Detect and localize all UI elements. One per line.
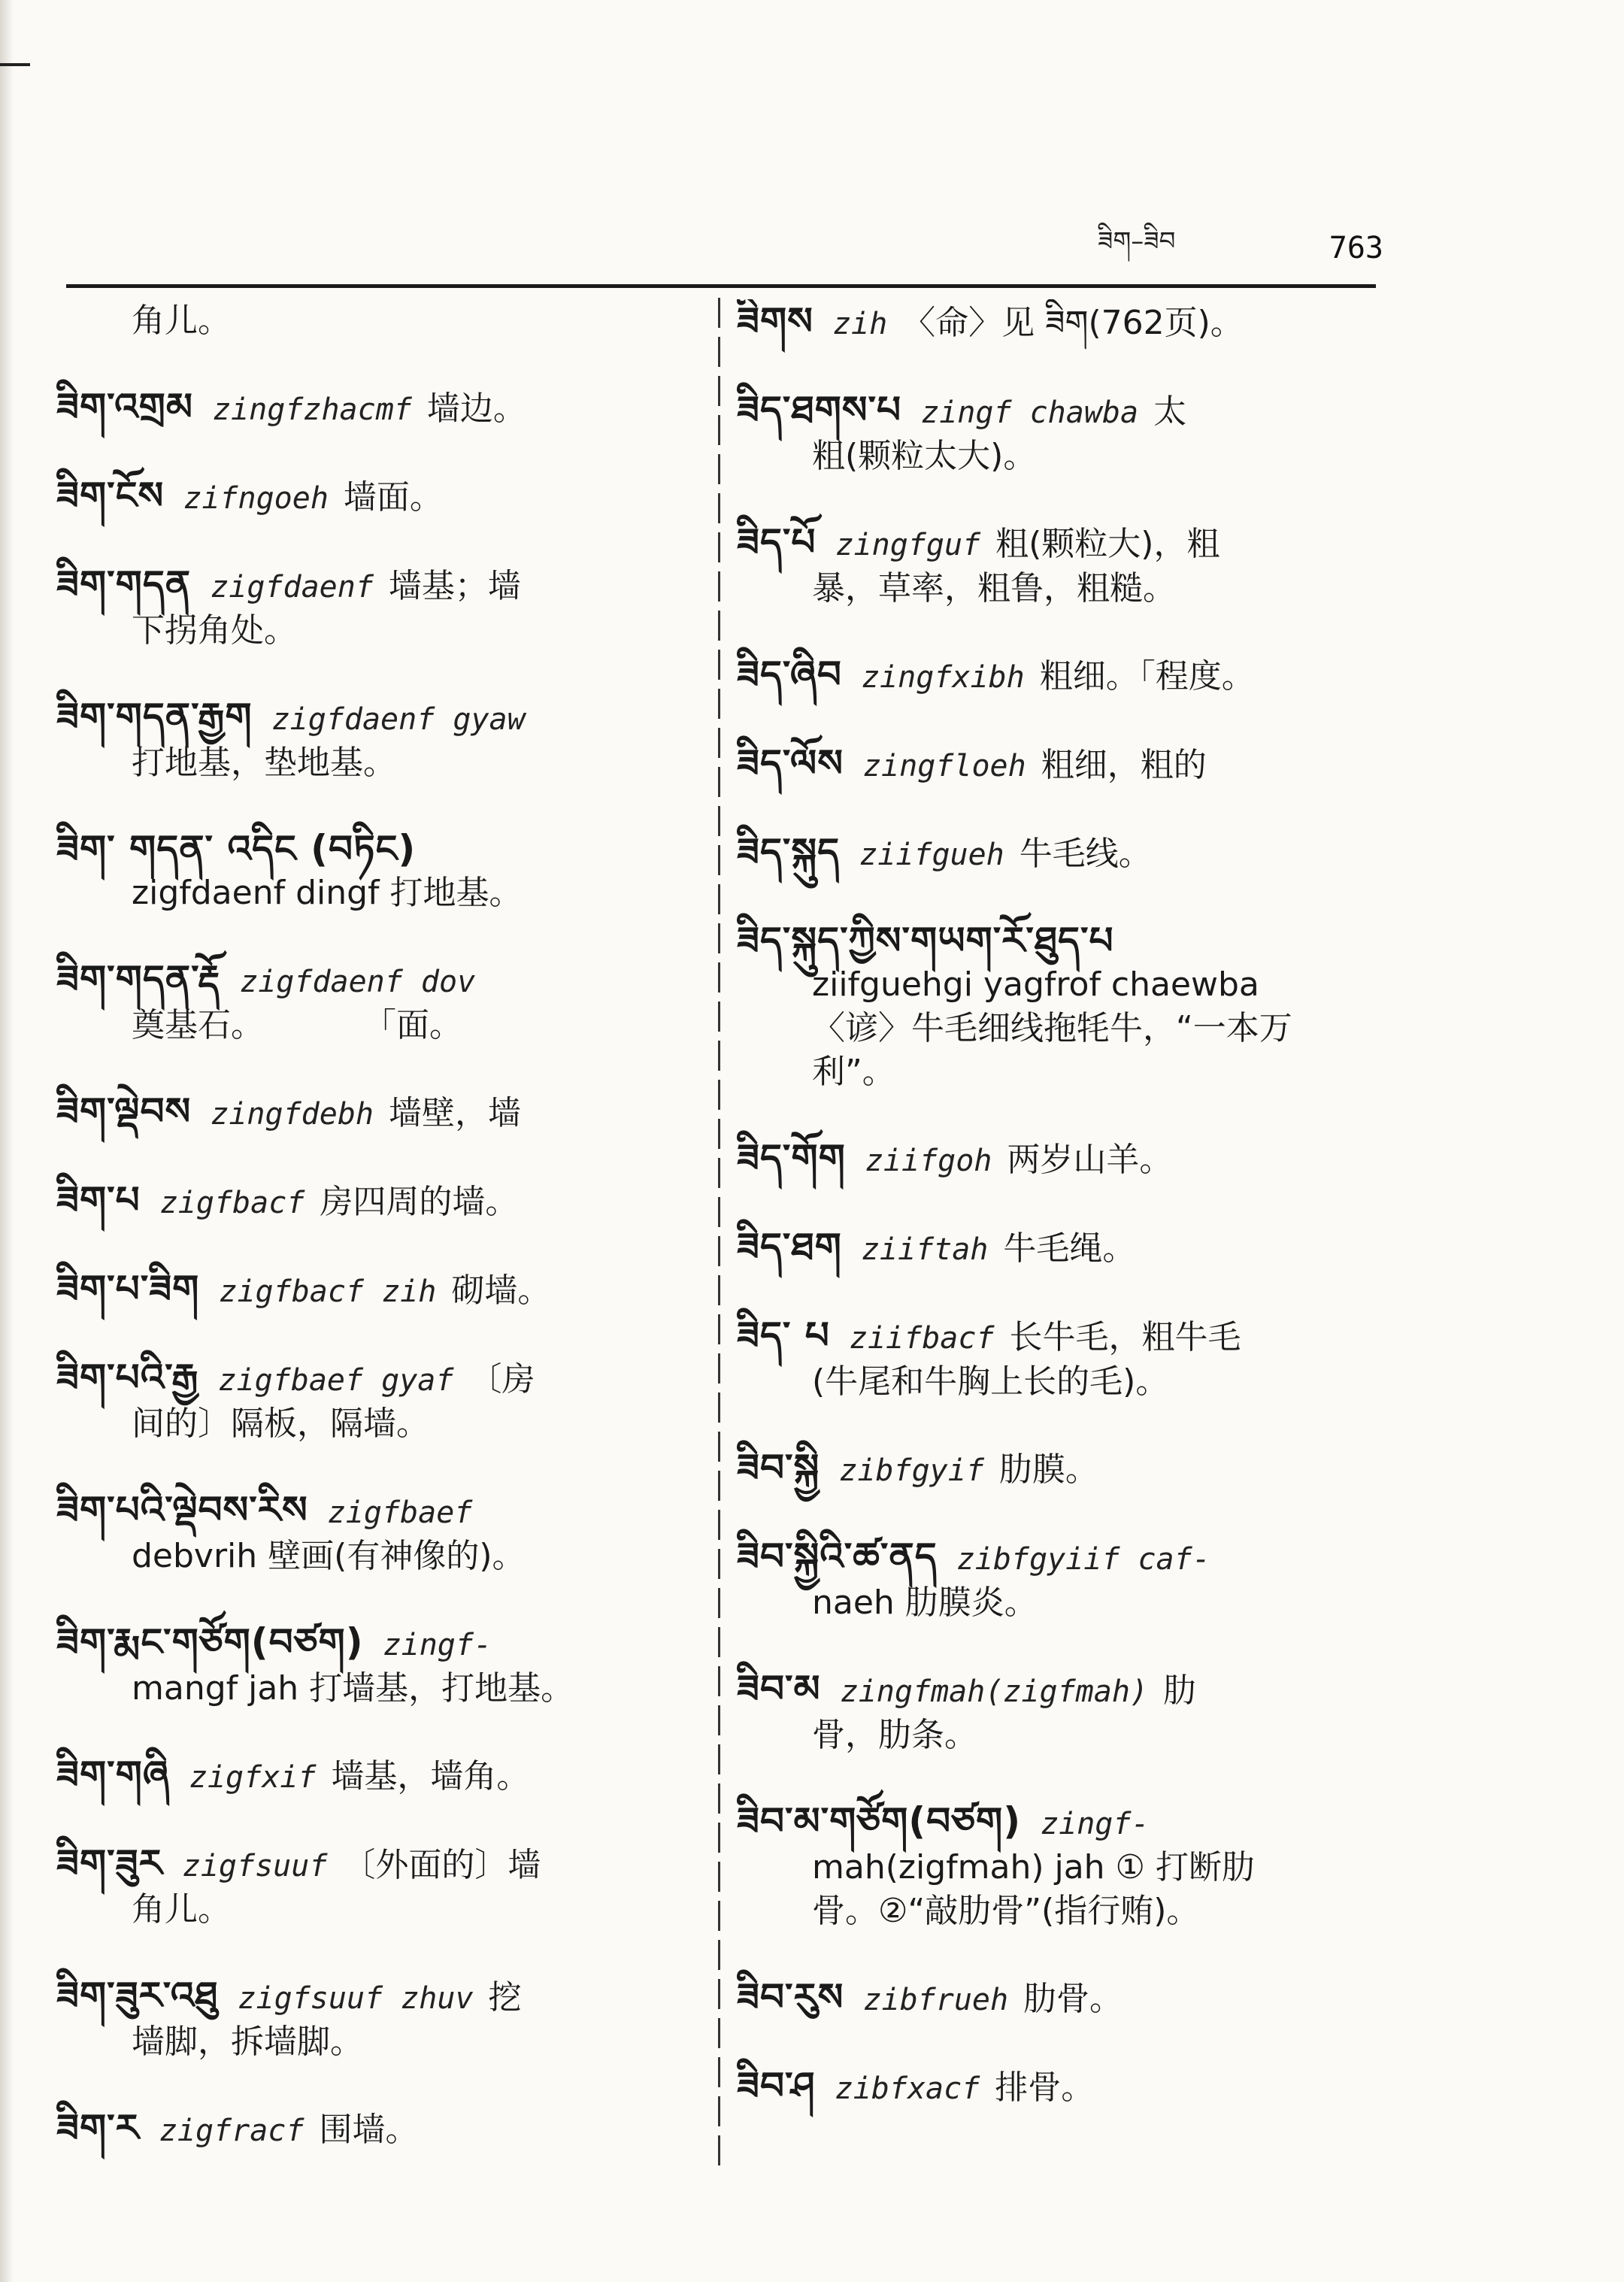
tibetan-headword: ཟིག་ལྡེབས: [56, 1089, 192, 1133]
tibetan-headword: ཟིད་པོ: [737, 520, 817, 564]
headword-line: [56, 385, 688, 432]
definition-continuation: mangf jah 打墙基，打地基。: [132, 1669, 574, 1708]
dictionary-entry: [56, 827, 688, 915]
headword-line: [737, 1136, 1383, 1183]
definition-continuation: 角儿。: [132, 1890, 231, 1929]
headword-line: [737, 1799, 1383, 1846]
dictionary-entry: [737, 1799, 1383, 1933]
chinese-definition: 〔外面的〕墙: [342, 1846, 541, 1884]
transliteration: zingf-: [383, 1628, 492, 1662]
tibetan-headword: ཟིག་གཞི: [56, 1753, 170, 1796]
chinese-definition: 肋膜。: [998, 1450, 1098, 1489]
transliteration: zigfxif: [189, 1760, 317, 1795]
chinese-definition: 围墙。: [319, 2111, 419, 2149]
definition-continuation: 骨，肋条。: [812, 1716, 977, 1754]
transliteration: zigfracf: [159, 2114, 304, 2148]
transliteration: zigfdaenf dov: [240, 965, 476, 999]
tibetan-headword: ཟིབ་རུས: [737, 1975, 844, 2019]
headword-line: [56, 1089, 688, 1136]
headword-line: [56, 1974, 688, 2020]
chinese-definition: 房四周的墙。: [320, 1183, 519, 1221]
headword-line: [737, 520, 1383, 567]
definition-continuation: 下拐角处。: [132, 611, 297, 650]
tibetan-headword: ཟིབ་སྐྱིའི་ཚ་ནད: [737, 1535, 938, 1578]
page-number: 763: [1329, 231, 1383, 265]
definition-continuation: debvrih 壁画(有神像的)。: [132, 1537, 526, 1575]
definition-continuation: naeh 肋膜炎。: [812, 1583, 1038, 1622]
transliteration: zibfgyif: [839, 1453, 984, 1488]
header-rule: [66, 284, 1376, 288]
headword-line: [56, 474, 688, 520]
chinese-definition: 牛毛绳。: [1003, 1229, 1136, 1268]
transliteration: zigfbaef: [327, 1496, 473, 1530]
tibetan-headword: ཟིད་གོག: [737, 1136, 846, 1180]
chinese-definition: 长牛毛，粗牛毛: [1009, 1318, 1241, 1356]
transliteration: zingf chawba: [921, 395, 1139, 430]
definition-continuation: (牛尾和牛胸上长的毛)。: [812, 1362, 1169, 1401]
chinese-definition: 排骨。: [995, 2068, 1095, 2107]
tibetan-headword: ཟིབ་སྐྱི: [737, 1446, 820, 1490]
transliteration: zibfrueh: [863, 1983, 1009, 2017]
transliteration: zigfbacf: [159, 1186, 305, 1220]
tibetan-headword: ཟིད་སྐུད: [737, 830, 841, 874]
definition-continuation: 打地基，垫地基。: [132, 744, 396, 782]
dictionary-entry: [737, 299, 1383, 346]
tibetan-headword: ཟིག་ར: [56, 2106, 140, 2150]
transliteration: ziiftah: [861, 1232, 989, 1267]
transliteration: zigfdaenf: [211, 570, 374, 605]
dictionary-entry: [737, 1975, 1383, 2022]
dictionary-entry: [737, 1225, 1383, 1271]
tibetan-headword: ཟིབ་མ: [737, 1667, 821, 1711]
definition-continuation: zigfdaenf dingf 打地基。: [132, 874, 523, 912]
dictionary-entry: [56, 1267, 688, 1314]
dictionary-entry: [737, 2064, 1383, 2111]
tibetan-headword: ཟིག་གདན: [56, 562, 192, 606]
headword-line: [56, 1620, 688, 1667]
tibetan-headword: ཟིག་འགྲམ: [56, 385, 193, 429]
headword-line: [737, 1446, 1383, 1493]
chinese-definition: 肋: [1163, 1671, 1197, 1710]
chinese-definition: 墙基；墙: [388, 567, 521, 605]
chinese-definition: 墙边。: [426, 389, 526, 428]
tibetan-headword: ཟིག་གདན་རྒྱག: [56, 695, 253, 738]
definition-continuation: 粗(颗粒太大)。: [812, 437, 1037, 475]
definition-continuation: 利”。: [812, 1053, 895, 1091]
tibetan-headword: ཟིད་ པ: [737, 1314, 830, 1357]
tibetan-headword: ཟིག་པ་ཟིག: [56, 1267, 200, 1311]
tibetan-headword: ཟིག་རྨང་གཙོག(བཙག): [56, 1620, 364, 1664]
headword-line: [56, 1267, 688, 1314]
dictionary-entry: [56, 1356, 688, 1446]
headword-line: [56, 1841, 688, 1888]
definition-continuation: 〈谚〉牛毛细线拖牦牛，“一本万: [812, 1009, 1292, 1047]
chinese-definition: 肋骨。: [1023, 1980, 1123, 2018]
dictionary-entry: [737, 1535, 1383, 1625]
tibetan-headword: ཟིད་སྐུད་ཀྱིས་གཡག་རོ་ཐུད་པ: [737, 919, 1114, 962]
tibetan-headword: ཟིད་ཐགས་པ: [737, 388, 902, 432]
headword-line: [737, 1225, 1383, 1271]
definition-continuation: 骨。②“敲肋骨”(指行贿)。: [812, 1892, 1200, 1930]
transliteration: ziifbacf: [849, 1321, 995, 1356]
headword-line: [56, 562, 688, 609]
dictionary-entry: [56, 1841, 688, 1932]
headword-line: [56, 1356, 688, 1402]
dictionary-entry: [737, 919, 1383, 1094]
chinese-definition: 〈命〉见 ཟིག(762页)。: [902, 304, 1244, 342]
dictionary-entry: [737, 1446, 1383, 1493]
dictionary-entry: [737, 1314, 1383, 1404]
tibetan-headword: ཟིག་ཟུར་འཐུ: [56, 1974, 219, 2017]
margin-mark: [0, 63, 30, 66]
transliteration: zigfsuuf: [182, 1849, 328, 1883]
chinese-definition: 粗细。「程度。: [1039, 657, 1255, 696]
dictionary-entry: [737, 1136, 1383, 1183]
dictionary-entry: [56, 2106, 688, 2153]
definition-continuation: 暴，草率，粗鲁，粗糙。: [812, 569, 1176, 608]
scan-edge: [0, 0, 14, 2282]
chinese-definition: 〔房: [468, 1360, 535, 1399]
tibetan-headword: ཟིག་ཟུར: [56, 1841, 163, 1885]
transliteration: zibfxacf: [835, 2071, 980, 2106]
transliteration: zigfbaef gyaf: [218, 1363, 454, 1398]
tibetan-headword: ཟིད་ཐག: [737, 1225, 842, 1268]
headword-line: [737, 2064, 1383, 2111]
chinese-definition: 牛毛线。: [1019, 835, 1152, 873]
dictionary-entry: [56, 299, 688, 343]
dictionary-entry: [56, 474, 688, 520]
definition-continuation: 间的〕隔板，隔墙。: [132, 1405, 429, 1443]
headword-line: [56, 695, 688, 741]
transliteration: zingfdebh: [211, 1097, 374, 1132]
transliteration: zigfsuuf zhuv: [238, 1981, 474, 2016]
right-column: [737, 299, 1383, 2164]
definition-continuation: ziifguehgi yagfrof chaewba: [812, 965, 1259, 1004]
tibetan-headword: ཟིགས: [737, 299, 814, 343]
headword-line: [737, 1667, 1383, 1714]
chinese-definition: 太: [1153, 392, 1187, 431]
tibetan-headword: ཟིག་ གདན་ འདིང (བཏིང): [56, 827, 417, 871]
headword-line: [56, 957, 688, 1004]
chinese-definition: 粗细，粗的: [1041, 746, 1207, 784]
tibetan-headword: ཟིད་ལོས: [737, 741, 844, 785]
transliteration: ziifgoh: [865, 1144, 992, 1178]
dictionary-entry: [56, 1178, 688, 1225]
headword-line: [737, 299, 1383, 346]
transliteration: ziifgueh: [859, 838, 1004, 872]
transliteration: zibfgyiif caf-: [956, 1542, 1210, 1577]
dictionary-entry: [56, 385, 688, 432]
headword-line: [56, 1488, 688, 1535]
chinese-definition: 砌墙。: [451, 1271, 551, 1310]
transliteration: zifngoeh: [183, 481, 329, 516]
transliteration: zigfbacf zih: [219, 1274, 437, 1309]
headword-line: [737, 1975, 1383, 2022]
tibetan-headword: ཟིག་པའི་རྒྱ: [56, 1356, 199, 1399]
dictionary-entry: [737, 520, 1383, 611]
headword-line: [56, 1178, 688, 1225]
dictionary-entry: [56, 1974, 688, 2064]
transliteration: zingf-: [1041, 1807, 1150, 1841]
transliteration: zingfzhacmf: [212, 392, 412, 427]
transliteration: zigfdaenf gyaw: [271, 702, 526, 737]
tibetan-headword: ཟིག་གདན་རྡོ: [56, 957, 221, 1001]
running-head: [1098, 226, 1383, 271]
headword-line: [737, 919, 1383, 963]
transliteration: zih: [832, 307, 888, 341]
definition-continuation: 墙脚，拆墙脚。: [132, 2023, 363, 2061]
transliteration: zingfmah(zigfmah): [840, 1674, 1149, 1709]
definition-continuation: 奠基石。 「面。: [132, 1006, 462, 1044]
headword-line: [737, 1535, 1383, 1581]
dictionary-entry: [56, 1089, 688, 1136]
transliteration: zingfguf: [835, 528, 981, 562]
headword-line: [56, 2106, 688, 2153]
tibetan-headword: ཟིབ་མ་གཙོག(བཙག): [737, 1799, 1022, 1843]
headword-line: [56, 1753, 688, 1799]
column-divider: [718, 298, 720, 2170]
tibetan-headword: ཟིག་པའི་ལྡེབས་རིས: [56, 1488, 308, 1532]
dictionary-entry: [737, 1667, 1383, 1757]
dictionary-entry: [56, 562, 688, 653]
dictionary-entry: [56, 695, 688, 785]
chinese-definition: 两岁山羊。: [1007, 1141, 1173, 1179]
chinese-definition: 粗(颗粒大)，粗: [995, 525, 1220, 563]
headword-line: [737, 830, 1383, 877]
dictionary-entry: [56, 1620, 688, 1711]
headword-line: [737, 741, 1383, 788]
dictionary-entry: [737, 741, 1383, 788]
tibetan-headword: ཟིད་ཞིབ: [737, 653, 842, 696]
chinese-definition: 墙面。: [343, 478, 443, 517]
tibetan-headword: ཟིག་ངོས: [56, 474, 165, 517]
dictionary-entry: [56, 1488, 688, 1578]
dictionary-entry: [56, 957, 688, 1047]
left-column: [56, 299, 688, 2164]
guide-words: ཟིག–ཟིབ: [1098, 226, 1176, 256]
dictionary-entry: [56, 1753, 688, 1799]
transliteration: zingfloeh: [862, 749, 1026, 783]
headword-line: [737, 653, 1383, 699]
definition-continuation: mah(zigfmah) jah ① 打断肋: [812, 1848, 1255, 1887]
headword-line: [56, 827, 688, 871]
tibetan-headword: ཟིབ་ཤ: [737, 2064, 816, 2108]
transliteration: zingfxibh: [861, 660, 1025, 695]
chinese-definition: 墙基，墙角。: [331, 1757, 530, 1796]
chinese-definition: 墙壁，墙: [389, 1094, 521, 1132]
entry-continuation: 角儿。: [132, 302, 231, 340]
dictionary-entry: [737, 388, 1383, 478]
headword-line: [737, 388, 1383, 435]
chinese-definition: 挖: [488, 1978, 522, 2017]
dictionary-entry: [737, 830, 1383, 877]
dictionary-entry: [737, 653, 1383, 699]
tibetan-headword: ཟིག་པ: [56, 1178, 141, 1222]
headword-line: [737, 1314, 1383, 1360]
